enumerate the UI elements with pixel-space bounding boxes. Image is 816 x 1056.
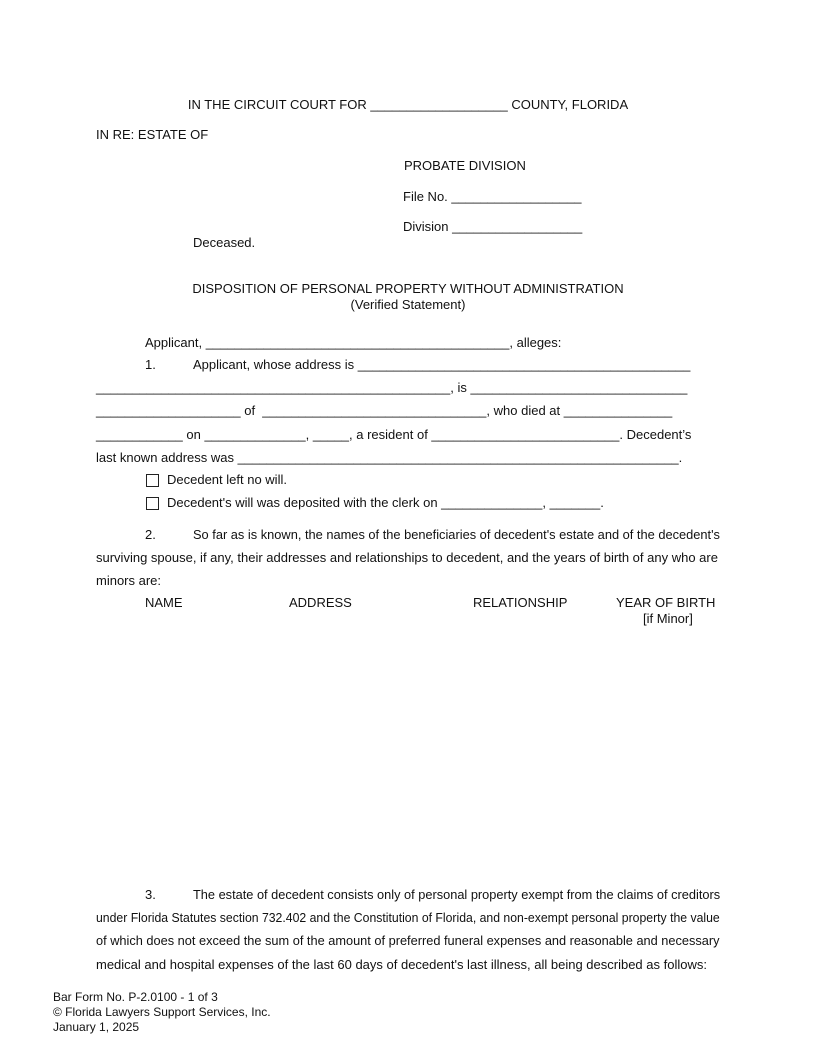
para3-line-3: of which does not exceed the sum of the amount of preferred funeral expenses and reasonable and necessary — [96, 933, 720, 948]
para2-line-2: surviving spouse, if any, their addresses and relationships to decedent, and the years of birth of any who are — [96, 550, 718, 565]
column-header-relationship: RELATIONSHIP — [473, 595, 568, 610]
no-will-label: Decedent left no will. — [167, 472, 287, 487]
para2-number: 2. — [145, 527, 156, 542]
document-title: DISPOSITION OF PERSONAL PROPERTY WITHOUT ADMINISTRATION — [192, 281, 624, 296]
footer-copyright: © Florida Lawyers Support Services, Inc. — [53, 1005, 271, 1019]
applicant-line[interactable]: Applicant, __________________________________________, alleges: — [145, 335, 562, 350]
column-header-address: ADDRESS — [289, 595, 352, 610]
file-number-field[interactable]: File No. __________________ — [403, 189, 582, 204]
para1-line-2[interactable]: _________________________________________________, is ______________________________ — [96, 380, 688, 395]
para1-line-3[interactable]: ____________________ of _______________________________, who died at _______________ — [96, 403, 673, 418]
court-caption: IN THE CIRCUIT COURT FOR ___________________ COUNTY, FLORIDA — [187, 97, 629, 112]
para3-line-2: under Florida Statutes section 732.402 and the Constitution of Florida, and non-exempt personal property the value — [96, 910, 720, 925]
document-subtitle: (Verified Statement) — [350, 297, 466, 312]
will-deposited-checkbox[interactable] — [146, 497, 159, 510]
no-will-checkbox[interactable] — [146, 474, 159, 487]
column-header-if-minor: [if Minor] — [643, 611, 693, 626]
para1-line-1[interactable]: Applicant, whose address is ______________________________________________ — [193, 357, 691, 372]
para1-line-5[interactable]: last known address was _____________________________________________________________. — [96, 450, 683, 465]
para3-number: 3. — [145, 887, 156, 902]
will-deposited-label[interactable]: Decedent's will was deposited with the clerk on ______________, _______. — [167, 495, 604, 510]
para3-line-4: medical and hospital expenses of the last 60 days of decedent's last illness, all being described as follows: — [96, 957, 707, 972]
column-header-name: NAME — [145, 595, 183, 610]
para1-number: 1. — [145, 357, 156, 372]
footer-form-number: Bar Form No. P-2.0100 - 1 of 3 — [53, 990, 218, 1004]
division-field[interactable]: Division __________________ — [403, 219, 583, 234]
para2-line-3: minors are: — [96, 573, 162, 588]
para2-line-1: So far as is known, the names of the beneficiaries of decedent's estate and of the decedent's — [193, 527, 720, 542]
para1-line-4[interactable]: ____________ on ______________, _____, a resident of __________________________. Decedent’s — [96, 427, 692, 442]
deceased-label: Deceased. — [193, 235, 256, 250]
footer-date: January 1, 2025 — [53, 1020, 140, 1034]
column-header-year-of-birth: YEAR OF BIRTH — [616, 595, 716, 610]
para3-line-1: The estate of decedent consists only of personal property exempt from the claims of creditors — [193, 887, 721, 902]
in-re-estate: IN RE: ESTATE OF — [96, 127, 209, 142]
probate-division: PROBATE DIVISION — [404, 158, 526, 173]
